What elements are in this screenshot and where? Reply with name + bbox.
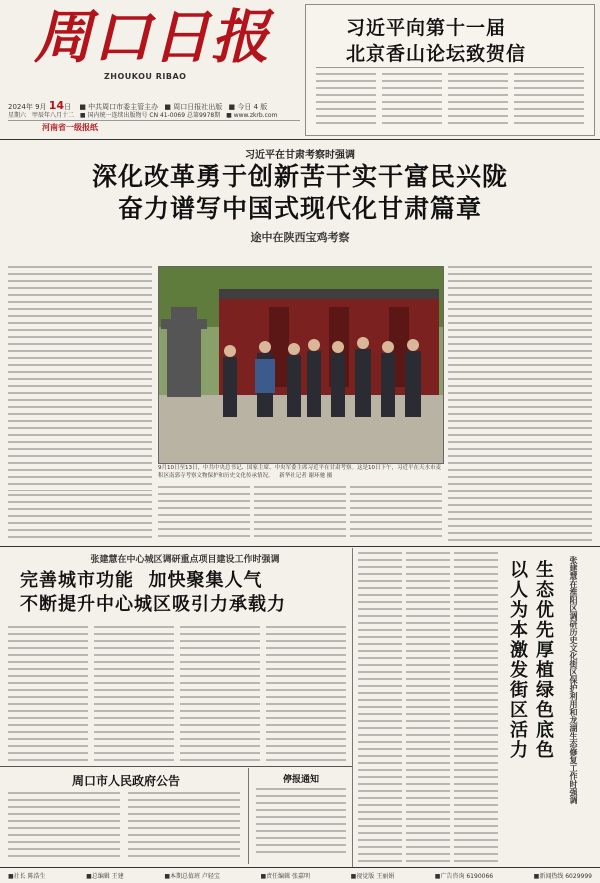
second-headline-1: 完善城市功能 加快聚集人气	[20, 570, 263, 591]
footer-bullet-icon: ■	[533, 873, 540, 880]
footer-item: ■总编辑 王建	[86, 873, 124, 880]
date-line-2	[8, 110, 277, 119]
footer-bullet-icon: ■	[164, 873, 170, 880]
top-story-col-3	[448, 73, 508, 129]
publisher: 中共周口市委主管主办	[88, 103, 159, 111]
publisher-icon: ■	[79, 103, 86, 111]
office-icon: ■	[164, 103, 172, 111]
right-headline-1: 生态优先厚植绿色底色	[533, 560, 554, 760]
second-body-2	[94, 626, 174, 762]
footer-bullet-icon: ■	[350, 873, 357, 880]
right-body-1	[358, 552, 402, 862]
footer-item: ■视觉版 王丽娟	[350, 873, 395, 880]
footer-item: ■新闻热线 6029999	[533, 873, 592, 880]
footer-item: ■责任编辑 张嘉明	[260, 873, 311, 880]
lead-kicker: 习近平在甘肃考察时强调	[245, 150, 355, 161]
date-day: 14	[48, 99, 65, 112]
second-headline-2: 不断提升中心城区吸引力承载力	[20, 594, 286, 615]
website[interactable]: www.zkrb.com	[233, 112, 278, 119]
notice-2-body	[256, 788, 346, 858]
top-story-col-1	[316, 73, 376, 129]
date-month: 9	[35, 103, 40, 111]
notice-1-title: 周口市人民政府公告	[71, 774, 180, 788]
lead-body-left-lower	[8, 494, 152, 542]
lead-body-mid-2	[254, 486, 346, 542]
date-year: 2024	[8, 103, 26, 111]
right-body-2	[406, 552, 450, 862]
lead-body-left	[8, 266, 152, 491]
grade-badge: 河南省一级报纸	[42, 123, 98, 132]
footer-bullet-icon: ■	[8, 873, 14, 880]
date-line: 2024年 9月 14日 ■ 中共周口市委主管主办 ■ 周口日报社出版 ■ 今日 4 版	[8, 99, 268, 112]
footer-bullet-icon: ■	[260, 873, 267, 880]
sheet-count: 今日 4 版	[237, 103, 268, 111]
lunar-date: 甲辰年八月十二	[31, 112, 74, 119]
notice-2-title: 停报通知	[282, 775, 319, 785]
top-story-col-4	[514, 73, 584, 129]
newspaper-logo: 周口日报	[34, 3, 271, 71]
lead-body-mid-1	[158, 486, 250, 542]
lead-headline-1: 深化改革勇于创新苦干实干富民兴陇	[91, 162, 508, 191]
notice-1-body-1	[8, 792, 120, 860]
footer-item: ■社长 陈浩生	[8, 873, 46, 880]
issn: 国内统一连续出版物号 CN 41-0069 总第9978期	[87, 112, 221, 119]
footer-bullet-icon: ■	[86, 873, 92, 880]
notice-1	[8, 770, 244, 862]
footer-bar	[8, 871, 592, 881]
top-story-headline-2: 北京香山论坛致贺信	[346, 43, 527, 65]
second-body-4	[266, 626, 346, 762]
romanized-title: ZHOUKOU RIBAO	[104, 72, 187, 81]
photo-credit: 新华社记者 谢环驰 摄	[279, 473, 333, 479]
right-headline-2: 以人为本激发街区活力	[507, 560, 528, 760]
weekday: 星期六	[8, 112, 27, 119]
second-kicker: 张建慧在中心城区调研重点项目建设工作时强调	[90, 555, 280, 565]
lead-body-right	[448, 266, 592, 542]
notice-2	[254, 770, 348, 862]
top-story-col-2	[382, 73, 442, 129]
footer-item: ■本期总值班 卢轻宝	[164, 873, 220, 880]
footer-item: ■广告咨询 6190066	[434, 873, 494, 880]
lead-subhead: 途中在陕西宝鸡考察	[250, 231, 350, 244]
lead-headline-2: 奋力谱写中国式现代化甘肃篇章	[117, 194, 482, 223]
footer-bullet-icon: ■	[434, 873, 441, 880]
lead-photo	[158, 266, 444, 464]
right-body-3	[454, 552, 498, 862]
top-story-headline-1: 习近平向第十一届	[346, 17, 507, 39]
right-kicker: 张建慧在淮阳区调研历史文化街区保护利用和龙湖生态修复工作时强调	[569, 556, 579, 804]
issn-icon: ■	[79, 112, 86, 119]
website-icon: ■	[226, 112, 232, 119]
second-body-1	[8, 626, 88, 762]
photo-scene	[159, 267, 443, 463]
photo-caption	[158, 464, 442, 480]
notice-1-body-2	[128, 792, 240, 860]
top-story-box	[305, 4, 595, 136]
office: 周口日报社出版	[173, 103, 223, 111]
sheets-icon: ■	[228, 103, 236, 111]
photo-caption-text: 9月10日至13日，中共中央总书记、国家主席、中央军委主席习近平在甘肃考察。这是10日下午，习近平在天水市麦积区南郭寺考察文物保护和历史文化传承情况。	[158, 465, 441, 479]
lead-body-mid-3	[350, 486, 442, 542]
second-body-3	[180, 626, 260, 762]
